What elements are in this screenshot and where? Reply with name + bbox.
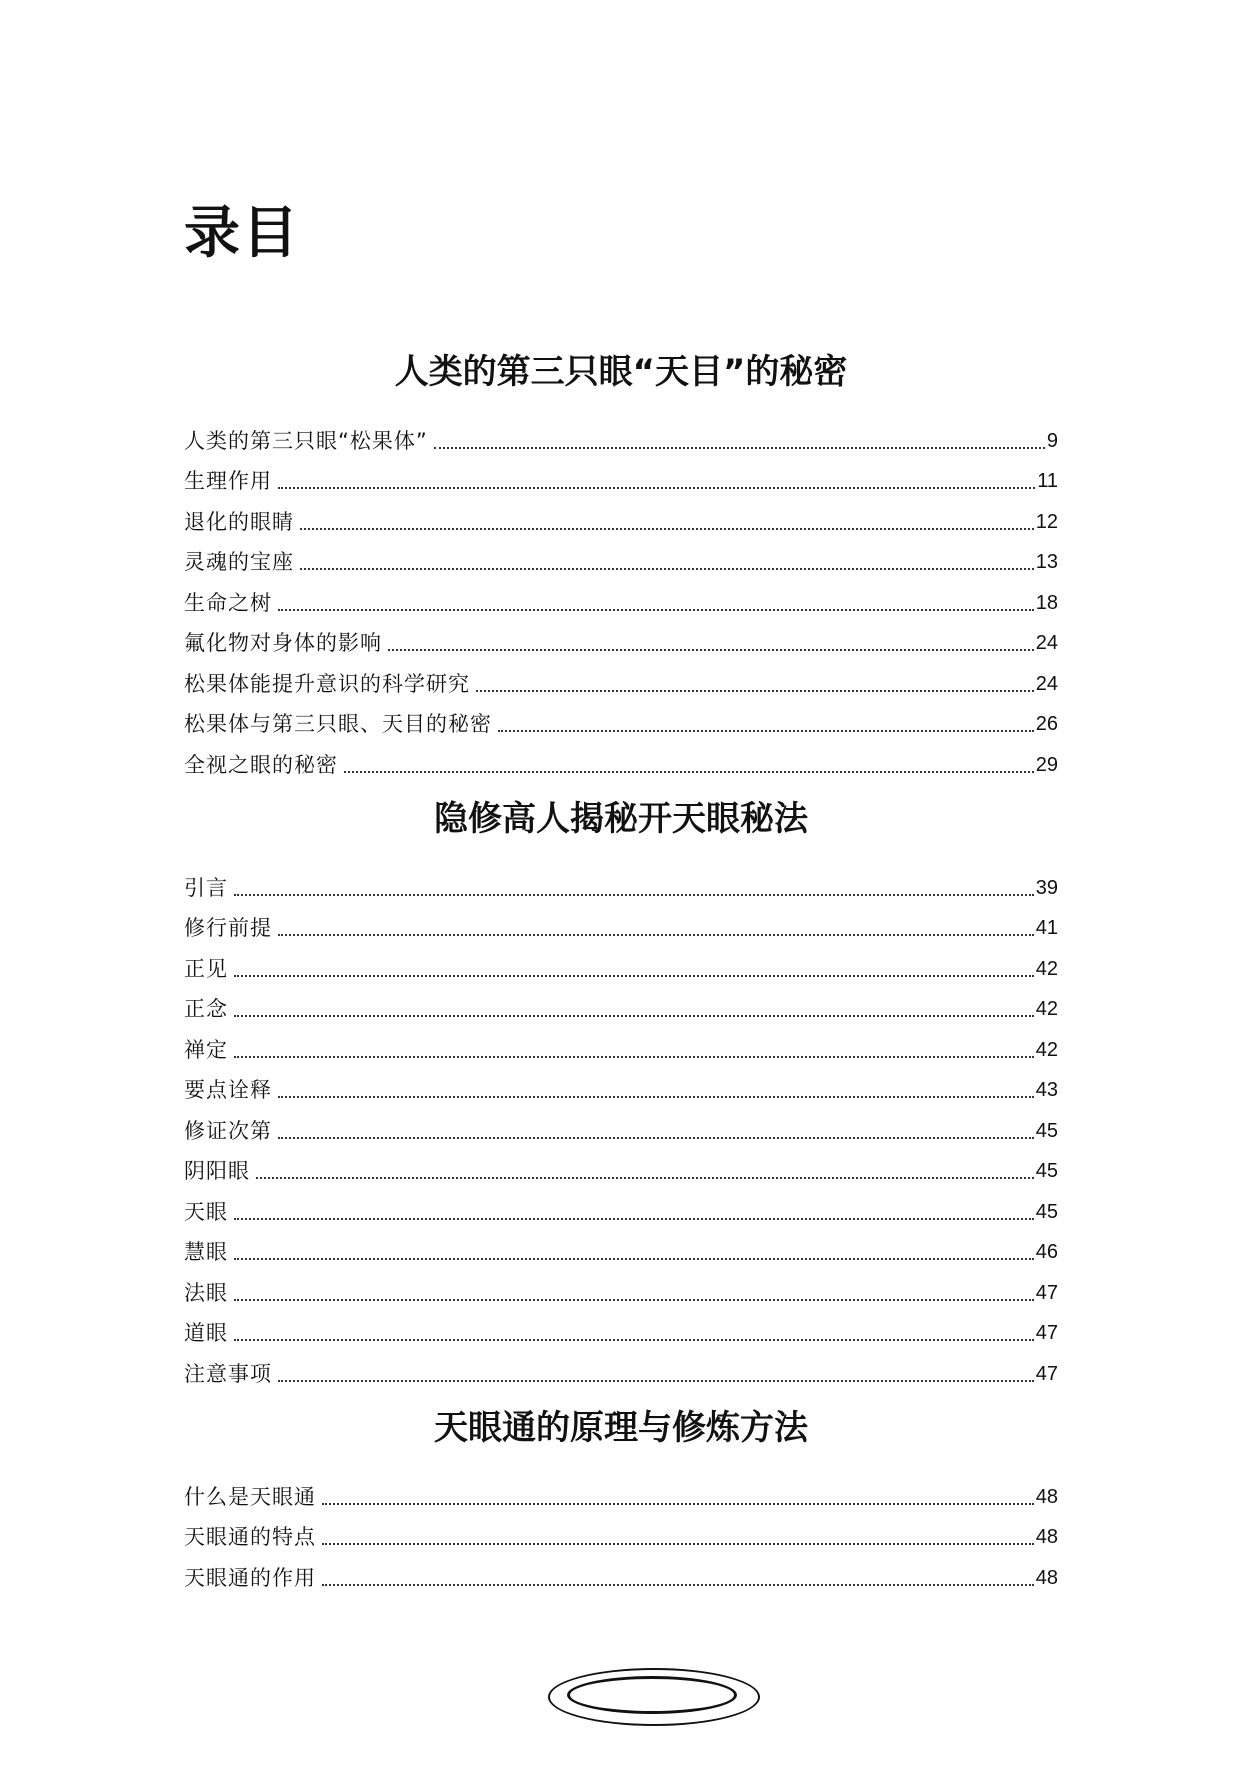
toc-entry-page: 47 bbox=[1035, 1362, 1058, 1385]
toc-entry-page: 45 bbox=[1035, 1160, 1058, 1182]
toc-entry-title: 修证次第 bbox=[184, 1118, 272, 1143]
dot-leader bbox=[278, 487, 1035, 489]
footer-ornament-icon bbox=[548, 1668, 760, 1726]
toc-entry[interactable] bbox=[184, 1023, 1058, 1064]
toc-entry-page: 42 bbox=[1035, 957, 1058, 980]
toc-entry-title: 松果体与第三只眼、天目的秘密 bbox=[184, 712, 492, 736]
toc-entry-page: 48 bbox=[1035, 1526, 1058, 1548]
toc-entry[interactable] bbox=[184, 902, 1058, 943]
toc-entry[interactable] bbox=[184, 495, 1058, 536]
toc-entry-title: 慧眼 bbox=[184, 1240, 228, 1264]
toc-entry-page: 11 bbox=[1037, 470, 1058, 492]
toc-entry-title: 正念 bbox=[184, 997, 228, 1021]
dot-leader bbox=[234, 1218, 1034, 1220]
dot-leader bbox=[388, 649, 1034, 651]
toc-entry-page: 41 bbox=[1035, 917, 1058, 939]
toc-entry-page: 48 bbox=[1035, 1485, 1058, 1508]
dot-leader bbox=[234, 1015, 1034, 1017]
toc-entry-title: 禅定 bbox=[184, 1037, 228, 1062]
toc-entry[interactable] bbox=[184, 738, 1058, 779]
toc-entry[interactable] bbox=[184, 617, 1058, 658]
toc-entry-title: 修行前提 bbox=[184, 916, 272, 940]
toc-entry-page: 29 bbox=[1035, 753, 1058, 776]
dot-leader bbox=[278, 1096, 1034, 1098]
dot-leader bbox=[322, 1543, 1034, 1545]
toc-entry-title: 引言 bbox=[184, 875, 228, 900]
dot-leader bbox=[300, 568, 1034, 570]
toc-entry-title: 全视之眼的秘密 bbox=[184, 752, 338, 777]
toc-entry[interactable] bbox=[184, 861, 1058, 902]
toc-entry[interactable] bbox=[184, 1104, 1058, 1145]
toc-entry-title: 要点诠释 bbox=[184, 1078, 272, 1102]
dot-leader bbox=[322, 1503, 1034, 1505]
toc-entry-list bbox=[184, 414, 1058, 779]
dot-leader bbox=[300, 528, 1034, 530]
dot-leader bbox=[476, 690, 1034, 692]
section-heading: 人类的第三只眼“天目”的秘密 bbox=[394, 352, 848, 392]
toc-entry-title: 氟化物对身体的影响 bbox=[184, 631, 382, 655]
toc-entry-title: 人类的第三只眼“松果体” bbox=[184, 428, 428, 453]
toc-entry-page: 39 bbox=[1035, 876, 1058, 899]
toc-entry-page: 18 bbox=[1035, 591, 1058, 614]
dot-leader bbox=[234, 1299, 1034, 1301]
dot-leader bbox=[434, 447, 1045, 449]
toc-entry[interactable] bbox=[184, 698, 1058, 739]
toc-entry[interactable] bbox=[184, 1064, 1058, 1105]
section-heading: 天眼通的原理与修炼方法 bbox=[434, 1408, 808, 1448]
toc-entry-page: 12 bbox=[1035, 510, 1058, 533]
toc-entry-page: 13 bbox=[1035, 551, 1058, 573]
dot-leader bbox=[278, 609, 1034, 611]
toc-entry-title: 道眼 bbox=[184, 1321, 228, 1345]
toc-entry-title: 注意事项 bbox=[184, 1361, 272, 1386]
toc-entry-title: 阴阳眼 bbox=[184, 1159, 250, 1183]
dot-leader bbox=[234, 1056, 1034, 1058]
toc-entry-page: 24 bbox=[1035, 672, 1058, 695]
toc-entry-title: 退化的眼睛 bbox=[184, 509, 294, 534]
toc-entry-page: 47 bbox=[1035, 1281, 1058, 1304]
section-heading: 隐修高人揭秘开天眼秘法 bbox=[434, 799, 808, 839]
toc-entry-page: 47 bbox=[1035, 1322, 1058, 1344]
dot-leader bbox=[234, 975, 1034, 977]
toc-entry[interactable] bbox=[184, 414, 1058, 455]
toc-entry[interactable] bbox=[184, 576, 1058, 617]
toc-entry-list bbox=[184, 861, 1058, 1388]
dot-leader bbox=[498, 730, 1034, 732]
toc-entry-title: 法眼 bbox=[184, 1280, 228, 1305]
toc-entry[interactable] bbox=[184, 942, 1058, 983]
toc-section-1 bbox=[184, 350, 1058, 779]
toc-entry[interactable] bbox=[184, 1185, 1058, 1226]
toc-entry-page: 46 bbox=[1035, 1241, 1058, 1263]
dot-leader bbox=[234, 1339, 1034, 1341]
toc-entry[interactable] bbox=[184, 455, 1058, 496]
footer-ornament-inner-ring bbox=[567, 1676, 737, 1714]
dot-leader bbox=[278, 1137, 1034, 1139]
toc-entry-title: 天眼 bbox=[184, 1199, 228, 1224]
toc-entry-page: 43 bbox=[1035, 1079, 1058, 1101]
toc-entry[interactable] bbox=[184, 1226, 1058, 1267]
toc-entry[interactable] bbox=[184, 1470, 1058, 1511]
toc-entry-title: 生命之树 bbox=[184, 590, 272, 615]
dot-leader bbox=[278, 1380, 1034, 1382]
toc-entry[interactable] bbox=[184, 983, 1058, 1024]
toc-entry-title: 松果体能提升意识的科学研究 bbox=[184, 671, 470, 696]
dot-leader bbox=[256, 1177, 1034, 1179]
dot-leader bbox=[278, 934, 1034, 936]
toc-entry-title: 灵魂的宝座 bbox=[184, 550, 294, 574]
toc-entry-title: 什么是天眼通 bbox=[184, 1484, 316, 1509]
dot-leader bbox=[322, 1584, 1034, 1586]
toc-entry-page: 24 bbox=[1035, 632, 1058, 654]
dot-leader bbox=[234, 1258, 1034, 1260]
toc-entry-title: 生理作用 bbox=[184, 469, 272, 493]
toc-entry-page: 42 bbox=[1035, 1038, 1058, 1061]
toc-entry[interactable] bbox=[184, 1511, 1058, 1552]
toc-section-2 bbox=[184, 797, 1058, 1388]
toc-entry[interactable] bbox=[184, 1145, 1058, 1186]
toc-entry-page: 45 bbox=[1035, 1119, 1058, 1142]
toc-entry[interactable] bbox=[184, 657, 1058, 698]
dot-leader bbox=[344, 771, 1034, 773]
toc-entry[interactable] bbox=[184, 1266, 1058, 1307]
toc-entry-title: 正见 bbox=[184, 956, 228, 981]
toc-entry[interactable] bbox=[184, 1347, 1058, 1388]
toc-entry-page: 45 bbox=[1035, 1200, 1058, 1223]
toc-entry-page: 9 bbox=[1046, 429, 1058, 452]
toc-entry[interactable] bbox=[184, 536, 1058, 577]
toc-entry[interactable] bbox=[184, 1551, 1058, 1592]
toc-entry-title: 天眼通的特点 bbox=[184, 1525, 316, 1549]
toc-entry-list bbox=[184, 1470, 1058, 1592]
toc-section-3 bbox=[184, 1406, 1058, 1592]
dot-leader bbox=[234, 894, 1034, 896]
toc-entry[interactable] bbox=[184, 1307, 1058, 1348]
toc-entry-page: 26 bbox=[1035, 713, 1058, 735]
toc-entry-title: 天眼通的作用 bbox=[184, 1565, 316, 1590]
page-title: 录目 bbox=[184, 201, 300, 266]
toc-entry-page: 48 bbox=[1035, 1566, 1058, 1589]
toc-entry-page: 42 bbox=[1035, 998, 1058, 1020]
